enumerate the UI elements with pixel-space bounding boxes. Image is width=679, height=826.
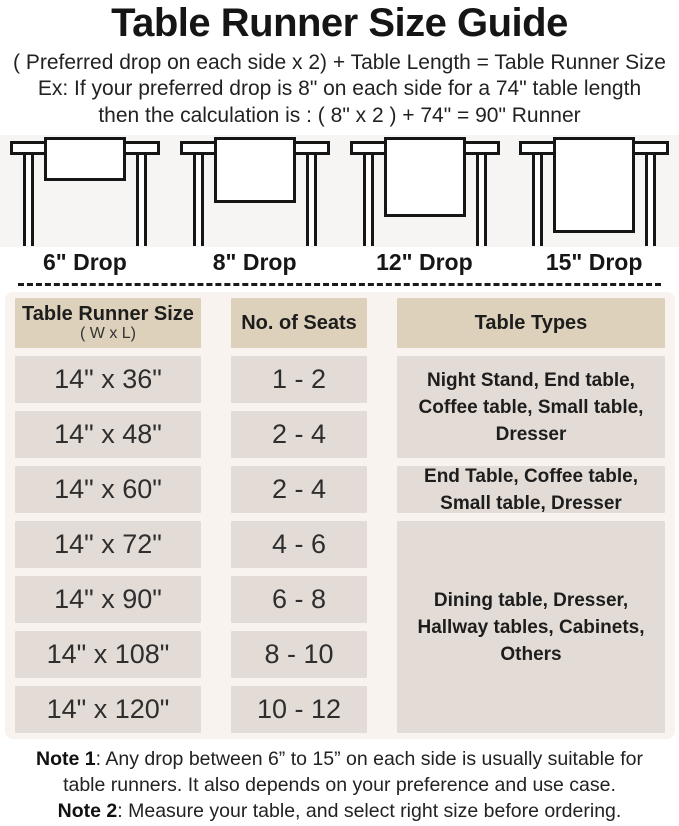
example-line-1: Ex: If your preferred drop is 8" on each side for a 74" table length (37, 77, 642, 100)
column-header-runner-size-sub: ( W x L) (80, 325, 136, 342)
column-header-table-types (397, 298, 665, 348)
size-cell: 14" x 108" (15, 631, 201, 678)
table-diagram-6in (0, 135, 170, 247)
table-leg-icon (476, 154, 487, 246)
column-header-runner-size-title: Table Runner Size (22, 303, 194, 325)
drop-label-12in: 12" Drop (376, 249, 473, 275)
seats-cell: 1 - 2 (231, 356, 367, 403)
note-1-label: Note 1 (35, 748, 96, 770)
table-diagram-15in (509, 135, 679, 247)
seats-cell: 6 - 8 (231, 576, 367, 623)
table-leg-icon (136, 154, 147, 246)
note-2-text: : Measure your table, and select right size before ordering. (117, 800, 622, 822)
column-header-seats-title: No. of Seats (241, 312, 357, 334)
size-cell: 14" x 36" (15, 356, 201, 403)
size-cell: 14" x 90" (15, 576, 201, 623)
note-2-label: Note 2 (57, 800, 118, 822)
seats-cell: 2 - 4 (231, 466, 367, 513)
table-leg-icon (532, 154, 543, 246)
table-diagram-8in (170, 135, 340, 247)
table-types-cell-large: Dining table, Dresser, Hallway tables, Cabinets, Others (397, 521, 665, 733)
table-leg-icon (363, 154, 374, 246)
table-leg-icon (645, 154, 656, 246)
example-line-2: then the calculation is : ( 8" x 2 ) + 74" = 90" Runner (98, 104, 581, 127)
note-1-line-1 (0, 746, 679, 772)
dashed-divider (18, 283, 661, 286)
column-header-seats (231, 298, 367, 348)
size-cell: 14" x 120" (15, 686, 201, 733)
runner-drape-icon (384, 137, 466, 217)
runner-drape-icon (214, 137, 296, 203)
table-types-cell-small: Night Stand, End table, Coffee table, Small table, Dresser (397, 356, 665, 458)
seats-cell: 8 - 10 (231, 631, 367, 678)
drop-label-15in: 15" Drop (545, 249, 643, 275)
formula-text: ( Preferred drop on each side x 2) + Table Length = Table Runner Size (13, 51, 666, 74)
runner-drape-icon (553, 137, 635, 233)
table-leg-icon (23, 154, 34, 246)
column-header-runner-size (15, 298, 201, 348)
drop-label-6in: 6" Drop (43, 249, 127, 275)
table-leg-icon (306, 154, 317, 246)
size-guide-table (5, 292, 675, 739)
table-types-cell-medium: End Table, Coffee table, Small table, Dresser (397, 466, 665, 513)
drop-diagrams (0, 135, 679, 247)
seats-cell: 2 - 4 (231, 411, 367, 458)
page-title: Table Runner Size Guide (111, 1, 568, 45)
table-leg-icon (193, 154, 204, 246)
table-diagram-12in (340, 135, 510, 247)
note-1-line-2 (0, 772, 679, 798)
seats-cell: 10 - 12 (231, 686, 367, 733)
drop-label-8in: 8" Drop (212, 249, 297, 275)
notes-section (0, 746, 679, 824)
seats-cell: 4 - 6 (231, 521, 367, 568)
runner-drape-icon (44, 137, 126, 181)
note-2-line (0, 798, 679, 824)
size-cell: 14" x 48" (15, 411, 201, 458)
drop-labels-row (0, 249, 679, 276)
note-1-text: : Any drop between 6” to 15” on each side is usually suitable for (95, 748, 644, 770)
size-cell: 14" x 60" (15, 466, 201, 513)
column-header-table-types-title: Table Types (474, 312, 588, 334)
note-1-text-cont: table runners. It also depends on your preference and use case. (63, 774, 616, 796)
size-cell: 14" x 72" (15, 521, 201, 568)
